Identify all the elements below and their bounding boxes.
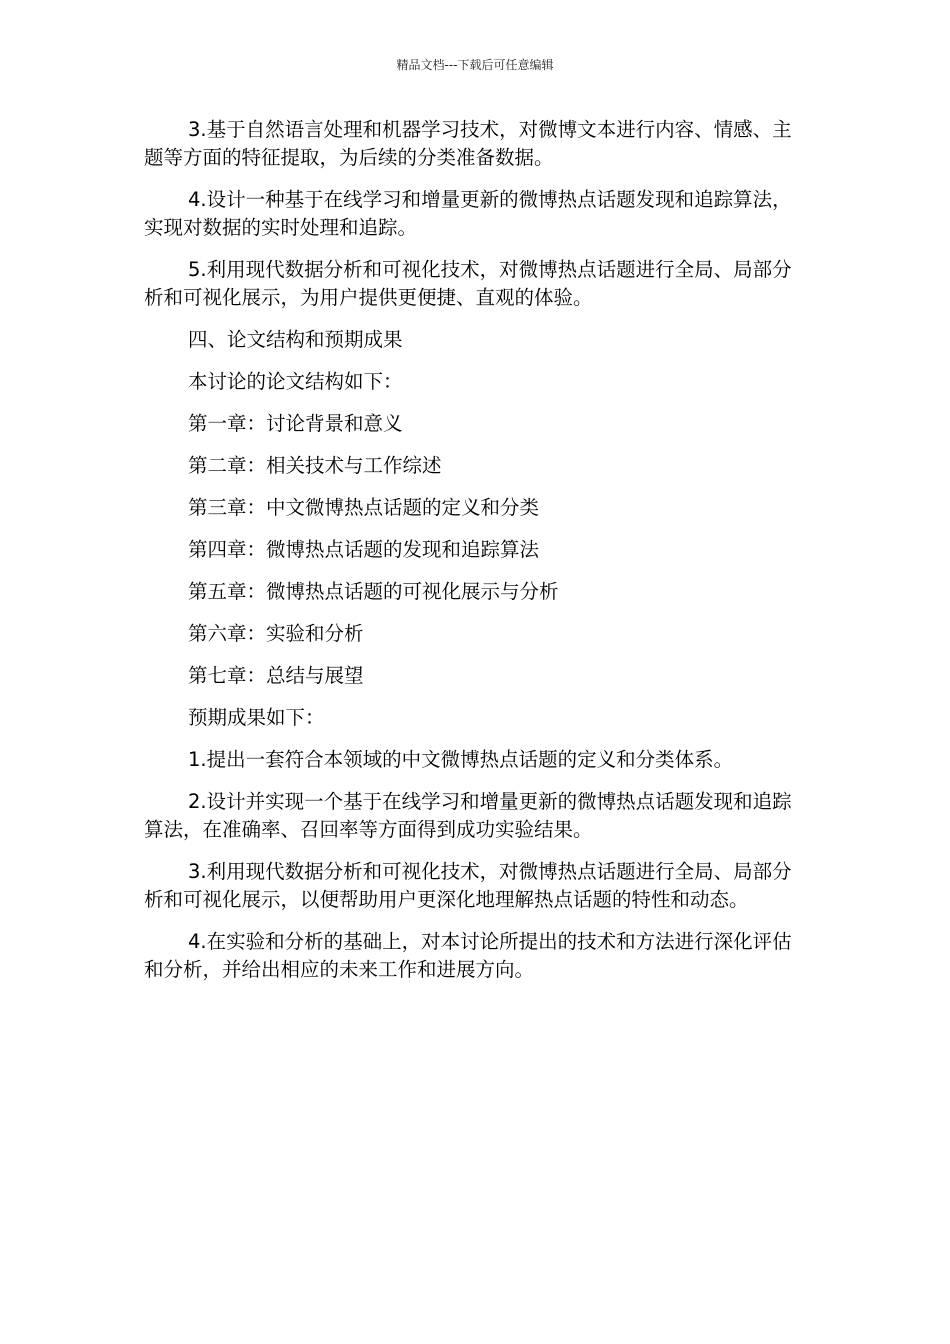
chapter-7: 第七章：总结与展望 xyxy=(188,664,364,687)
chapter-5: 第五章：微博热点话题的可视化展示与分析 xyxy=(188,580,559,603)
chapter-3: 第三章：中文微博热点话题的定义和分类 xyxy=(188,496,540,519)
chapter-6: 第六章：实验和分析 xyxy=(188,622,364,645)
outcome-2: 2.设计并实现一个基于在线学习和增量更新的微博热点话题发现和追踪算法，在准确率、召回率等方面得到成功实验结果。 xyxy=(144,790,792,841)
outcome-3: 3.利用现代数据分析和可视化技术，对微博热点话题进行全局、局部分析和可视化展示，以便帮助用户更深化地理解热点话题的特性和动态。 xyxy=(144,860,792,911)
chapter-1: 第一章：讨论背景和意义 xyxy=(188,412,403,435)
paragraph-objective-4: 4.设计一种基于在线学习和增量更新的微博热点话题发现和追踪算法，实现对数据的实时处理和追踪。 xyxy=(144,188,792,239)
outcome-4: 4.在实验和分析的基础上，对本讨论所提出的技术和方法进行深化评估和分析，并给出相应的未来工作和进展方向。 xyxy=(144,930,792,981)
page-header: 精品文档---下载后可任意编辑 xyxy=(396,58,554,72)
document-body xyxy=(144,116,794,998)
structure-intro: 本讨论的论文结构如下： xyxy=(188,370,403,393)
chapter-2: 第二章：相关技术与工作综述 xyxy=(188,454,442,477)
outcome-1: 1.提出一套符合本领域的中文微博热点话题的定义和分类体系。 xyxy=(188,748,734,771)
paragraph-objective-5: 5.利用现代数据分析和可视化技术，对微博热点话题进行全局、局部分析和可视化展示，为用户提供更便捷、直观的体验。 xyxy=(144,258,792,309)
section-heading: 四、论文结构和预期成果 xyxy=(188,328,403,351)
outcomes-intro: 预期成果如下： xyxy=(188,706,325,729)
chapter-4: 第四章：微博热点话题的发现和追踪算法 xyxy=(188,538,540,561)
paragraph-objective-3: 3.基于自然语言处理和机器学习技术，对微博文本进行内容、情感、主题等方面的特征提取，为后续的分类准备数据。 xyxy=(144,118,792,169)
